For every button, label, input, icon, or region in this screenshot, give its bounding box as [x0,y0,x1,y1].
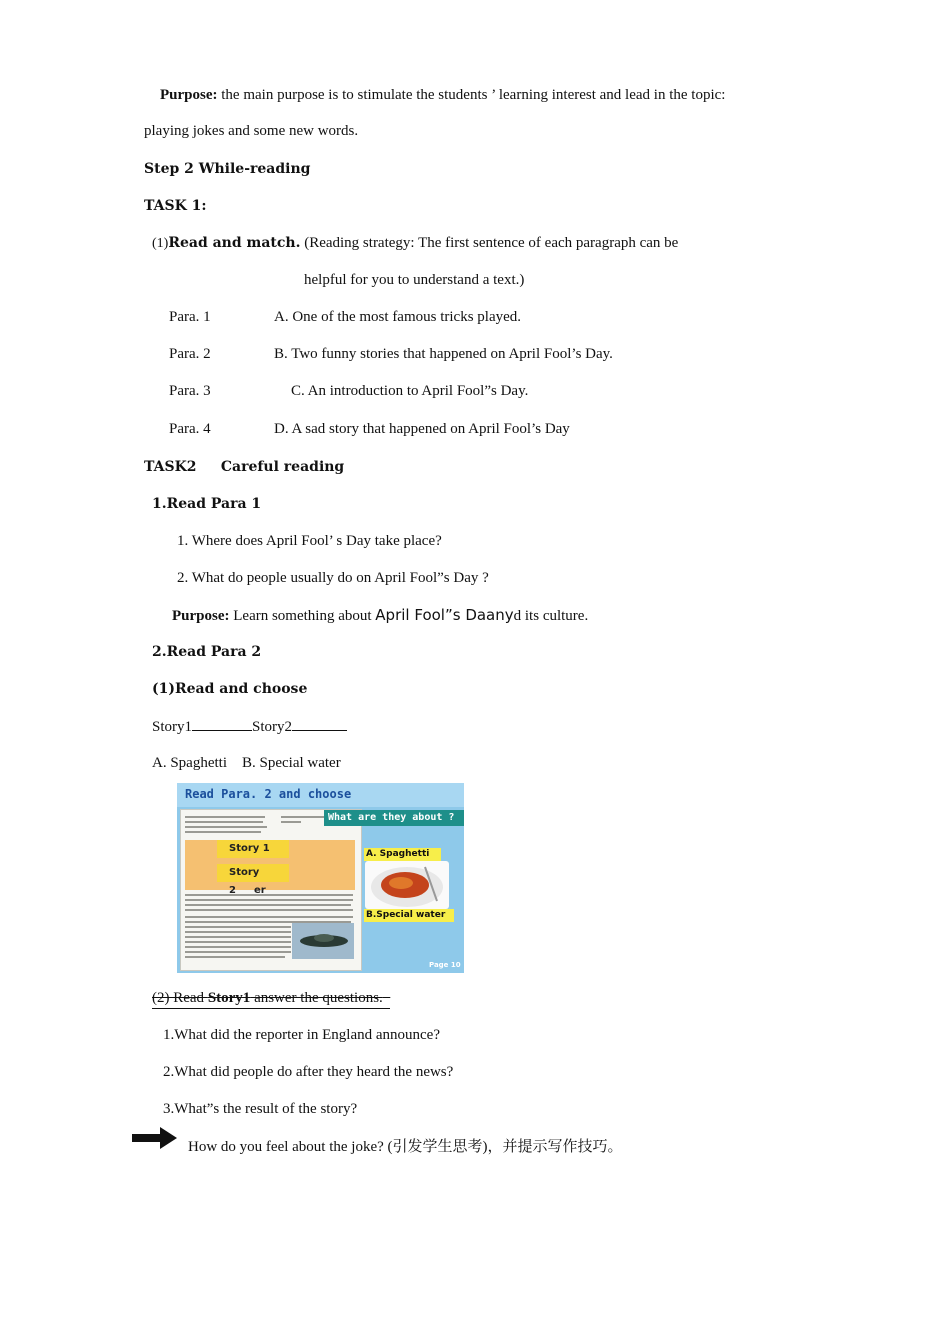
story2-blank[interactable] [292,716,347,731]
slide-option-a: A. Spaghetti [364,848,441,861]
purpose-2-text-a: Learn something about [229,608,376,624]
story1-label: Story1 [152,719,193,735]
match-option-c: C. An introduction to April Fool”s Day. [291,383,529,399]
purpose-label: Purpose: [160,87,218,103]
read-para1-heading: 1.Read Para 1 [152,496,262,512]
para-label-1: Para. 1 [169,309,211,325]
textbook-slide-image [177,783,464,973]
story-blanks-line [152,716,347,737]
match-option-b: B. Two funny stories that happened on April Fool’s Day. [274,346,613,362]
task2-heading: TASK2 Careful reading [144,459,345,475]
slide-story2-text: Story 2 [229,867,260,896]
story1-questions-heading [152,988,390,1009]
story1-question-2: 2.What did people do after they heard the news? [163,1064,454,1080]
slide-header-text: Read Para. 2 and choose [185,787,352,801]
purpose-line [160,85,725,105]
slide-header [177,783,464,807]
para-label-2: Para. 2 [169,346,211,362]
purpose-text: the main purpose is to stimulate the students ’ learning interest and lead in the topic: [217,87,726,103]
step2-heading: Step 2 While-reading [144,161,311,177]
slide-option-b: B.Special water [364,909,454,922]
purpose-2-text-c: d its culture. [513,608,589,624]
story1-heading-post: answer the questions. [250,990,383,1006]
story1-heading-bold: Story1 [207,990,251,1006]
story2-label: Story2 [252,719,293,735]
read-para2-heading: 2.Read Para 2 [152,644,262,660]
task1-number: (1) [152,236,169,251]
task1-instruction [152,233,678,254]
purpose-2-line [172,605,588,626]
slide-story1-tag: Story 1 [217,840,289,858]
read-and-choose-heading: (1)Read and choose [152,681,308,697]
purpose-2-text-b: April Fool”s Daany [375,606,514,624]
ufo-photo-icon [292,923,354,959]
task1-instruction-text: (Reading strategy: The first sentence of each paragraph can be [300,235,679,251]
purpose-2-label: Purpose: [172,608,230,624]
question-1: 1. Where does April Fool’ s Day take place? [177,533,442,549]
para-label-4: Para. 4 [169,421,211,437]
match-option-d: D. A sad story that happened on April Fool’s Day [274,421,570,437]
task1-instruction-bold: Read and match. [168,235,301,251]
slide-question-box: What are they about ? [324,810,464,826]
final-question: How do you feel about the joke? (引发学生思考)，并提示写作技巧。 [188,1139,623,1155]
story1-question-3: 3.What”s the result of the story? [163,1101,358,1117]
choices-line: A. Spaghetti B. Special water [152,755,341,771]
story1-question-1: 1.What did the reporter in England announce? [163,1027,440,1043]
task1-heading: TASK 1: [144,198,207,214]
slide-page-number: Page 10 [429,961,461,969]
slide-er-text: er [253,885,266,896]
purpose-continuation: playing jokes and some new words. [144,123,359,139]
slide-story2-tag [217,864,289,896]
right-arrow-icon [132,1125,178,1156]
match-option-a: A. One of the most famous tricks played. [274,309,522,325]
para-label-3: Para. 3 [169,383,211,399]
task1-instruction-continuation: helpful for you to understand a text.) [304,272,525,288]
question-2: 2. What do people usually do on April Fool”s Day ? [177,570,489,586]
spaghetti-photo-icon [365,861,449,909]
story1-heading-pre: (2) Read [152,990,208,1006]
story1-blank[interactable] [192,716,252,731]
